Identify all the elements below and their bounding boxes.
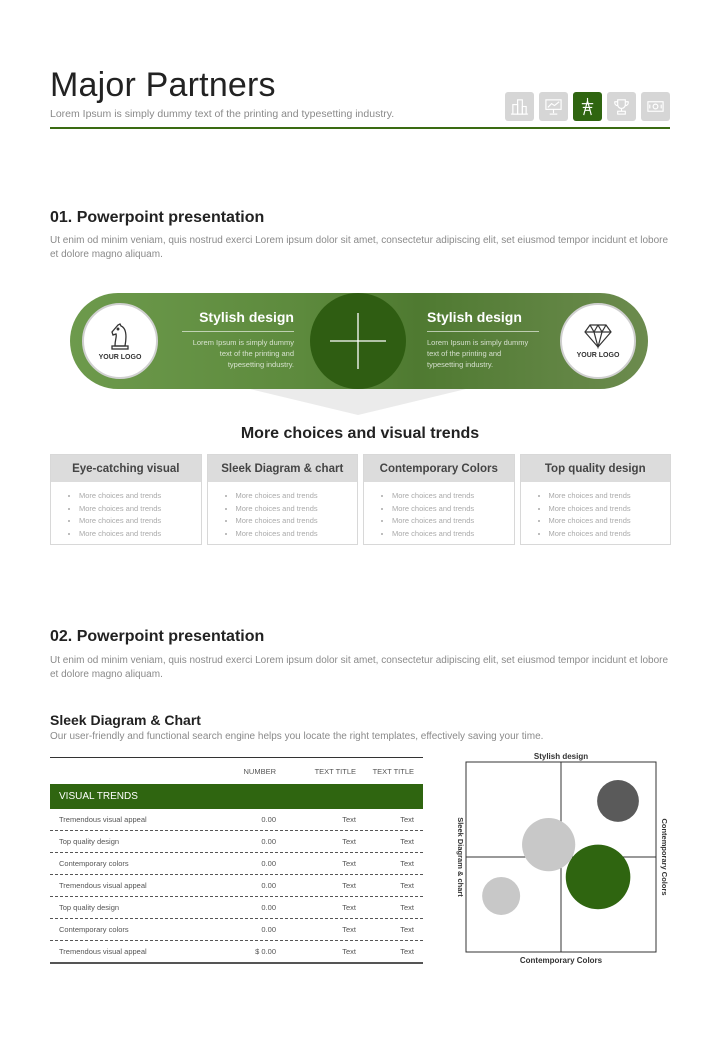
money-icon	[641, 92, 670, 121]
left-text-block	[182, 309, 294, 370]
column-header: TEXT TITLE	[372, 766, 414, 776]
table-body	[50, 809, 423, 964]
row-label: Top quality design	[59, 837, 120, 846]
row-text: Text	[342, 947, 356, 956]
more-choices-title: More choices and visual trends	[240, 425, 480, 442]
row-text: Text	[400, 837, 414, 846]
row-text: Text	[342, 903, 356, 912]
chess-knight-icon	[107, 321, 133, 351]
table-row	[50, 831, 423, 853]
table-row	[50, 941, 423, 964]
right-logo-circle	[560, 303, 636, 379]
row-text: Text	[400, 881, 414, 890]
power-tower-icon	[573, 92, 602, 121]
row-text: Text	[342, 837, 356, 846]
card-list	[521, 490, 671, 540]
row-text: Text	[342, 925, 356, 934]
row-label: Top quality design	[59, 903, 120, 912]
chart-top-label: Stylish design	[533, 752, 589, 761]
left-logo-circle	[82, 303, 158, 379]
section1-description: Ut enim od minim veniam, quis nostrud exerci Lorem ipsum dolor sit amet, consectetur adipiscing elit, set eiusmod tempor incidunt et lobore et dolore magno aliquam.	[50, 235, 669, 260]
left-body-2: text of the printing and	[219, 349, 294, 358]
row-text: Text	[400, 815, 414, 824]
row-text: Text	[400, 947, 414, 956]
card-title: Contemporary Colors	[364, 455, 514, 482]
card-title: Sleek Diagram & chart	[208, 455, 358, 482]
presentation-board-icon	[539, 92, 568, 121]
row-number: $ 0.00	[255, 947, 276, 956]
section1-title: 01. Powerpoint presentation	[50, 209, 265, 226]
buildings-icon	[505, 92, 534, 121]
row-text: Text	[342, 881, 356, 890]
chart-bubble-3	[566, 845, 631, 910]
row-text: Text	[342, 815, 356, 824]
card-list	[364, 490, 514, 540]
card-list	[51, 490, 201, 540]
row-text: Text	[400, 925, 414, 934]
feature-card	[363, 454, 515, 545]
left-heading: Stylish design	[199, 309, 294, 325]
right-body-3: typesetting industry.	[427, 360, 494, 369]
list-item: • More choices and trends	[392, 503, 514, 516]
card-list	[208, 490, 358, 540]
row-label: Tremendous visual appeal	[59, 815, 147, 824]
table-row	[50, 875, 423, 897]
right-logo-label: YOUR LOGO	[576, 352, 620, 359]
row-label: Contemporary colors	[59, 859, 129, 868]
row-label: Tremendous visual appeal	[59, 947, 147, 956]
list-item: • More choices and trends	[392, 515, 514, 528]
feature-card	[520, 454, 672, 545]
row-text: Text	[400, 859, 414, 868]
row-number: 0.00	[261, 837, 276, 846]
left-divider	[182, 331, 294, 332]
table-header-row	[50, 758, 423, 784]
right-divider	[427, 331, 539, 332]
table-band-label: VISUAL TRENDS	[50, 784, 423, 809]
chart-bubble-1	[597, 780, 639, 822]
row-number: 0.00	[261, 925, 276, 934]
table-row	[50, 919, 423, 941]
feature-card	[207, 454, 359, 545]
page-subtitle: Lorem Ipsum is simply dummy text of the printing and typesetting industry.	[50, 108, 395, 120]
list-item: • More choices and trends	[236, 515, 358, 528]
quadrant-chart	[448, 748, 680, 970]
diagram-subtitle: Our user-friendly and functional search engine helps you locate the right templates, effectively saving your time.	[50, 731, 544, 742]
chart-bubble-4	[482, 877, 520, 915]
list-item: • More choices and trends	[549, 515, 671, 528]
list-item: • More choices and trends	[79, 515, 201, 528]
chart-bubble-2	[522, 818, 575, 871]
table-row	[50, 853, 423, 875]
feature-card	[50, 454, 202, 545]
row-label: Contemporary colors	[59, 925, 129, 934]
column-header: TEXT TITLE	[314, 766, 356, 776]
row-text: Text	[342, 859, 356, 868]
capsule-banner	[70, 293, 648, 389]
left-logo-label: YOUR LOGO	[98, 354, 142, 361]
list-item: • More choices and trends	[549, 503, 671, 516]
table-row	[50, 809, 423, 831]
row-number: 0.00	[261, 815, 276, 824]
center-plus-circle	[310, 293, 406, 389]
list-item: • More choices and trends	[549, 490, 671, 503]
list-item: • More choices and trends	[392, 528, 514, 541]
list-item: • More choices and trends	[392, 490, 514, 503]
diagram-title: Sleek Diagram & Chart	[50, 712, 201, 728]
feature-cards	[50, 454, 671, 545]
list-item: • More choices and trends	[549, 528, 671, 541]
card-title: Eye-catching visual	[51, 455, 201, 482]
data-table	[50, 757, 423, 964]
page-title: Major Partners	[50, 66, 276, 104]
row-number: 0.00	[261, 881, 276, 890]
list-item: • More choices and trends	[236, 490, 358, 503]
chart-right-label: Contemporary Colors	[660, 818, 669, 896]
column-header: NUMBER	[243, 766, 276, 776]
table-row	[50, 897, 423, 919]
chart-left-label: Sleek Diagram & chart	[456, 817, 465, 897]
chart-bottom-label: Contemporary Colors	[519, 956, 603, 965]
left-body-1: Lorem Ipsum is simply dummy	[192, 338, 294, 347]
list-item: • More choices and trends	[79, 503, 201, 516]
right-body-1: Lorem Ipsum is simply dummy	[427, 338, 529, 347]
card-title: Top quality design	[521, 455, 671, 482]
list-item: • More choices and trends	[236, 528, 358, 541]
section2-description: Ut enim od minim veniam, quis nostrud exerci Lorem ipsum dolor sit amet, consectetur adipiscing elit, set eiusmod tempor incidunt et lobore et dolore magno aliquam.	[50, 655, 669, 680]
diamond-icon	[583, 323, 613, 349]
header-icon-row	[505, 92, 670, 121]
header-rule	[50, 127, 670, 129]
right-text-block	[427, 309, 539, 370]
row-label: Tremendous visual appeal	[59, 881, 147, 890]
list-item: • More choices and trends	[79, 490, 201, 503]
right-heading: Stylish design	[427, 309, 522, 325]
plus-icon	[310, 293, 406, 389]
row-number: 0.00	[261, 859, 276, 868]
row-number: 0.00	[261, 903, 276, 912]
list-item: • More choices and trends	[79, 528, 201, 541]
section2-title: 02. Powerpoint presentation	[50, 628, 265, 645]
right-body-2: text of the printing and	[427, 349, 502, 358]
list-item: • More choices and trends	[236, 503, 358, 516]
funnel-shadow	[250, 389, 466, 415]
left-body-3: typesetting industry.	[227, 360, 294, 369]
trophy-icon	[607, 92, 636, 121]
row-text: Text	[400, 903, 414, 912]
